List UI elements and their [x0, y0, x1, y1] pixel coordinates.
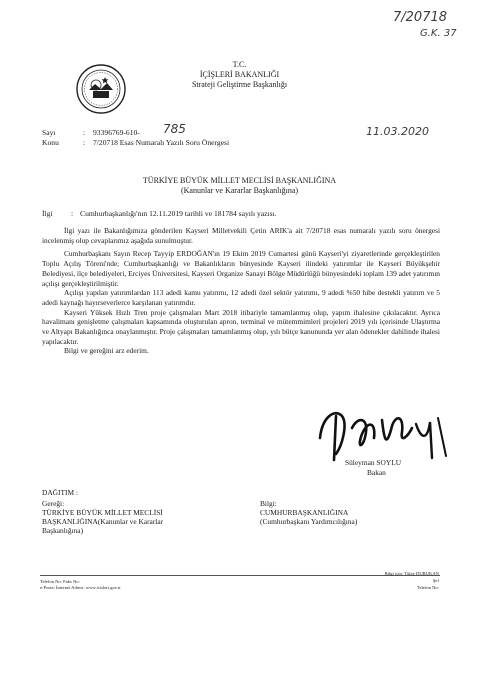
handwritten-sayi-number: 785	[163, 122, 186, 136]
footer-contact-person: Bilgi için: Tülay DURUKAN	[384, 571, 439, 576]
letter-body	[42, 226, 440, 356]
footer-contact-title: Şef	[432, 578, 439, 583]
paragraph: Bilgi ve gereğini arz ederim.	[64, 346, 149, 356]
footer-telephone-right: Telefon No:	[416, 585, 439, 590]
geregi-label: Gereği:	[42, 499, 65, 508]
signer-title: Bakan	[367, 468, 386, 477]
sayi-label: Sayı	[42, 128, 56, 137]
konu-label: Konu	[42, 138, 59, 147]
addressee-line-2: (Kanunlar ve Kararlar Başkanlığına)	[180, 186, 299, 195]
sayi-value: 93396769-610-	[93, 128, 140, 137]
signer-name: Süleyman SOYLU	[345, 458, 402, 467]
footer-telephone: Telefon No: Faks No:	[40, 579, 80, 584]
addressee-line-1: TÜRKİYE BÜYÜK MİLLET MECLİSİ BAŞKANLIĞINA	[142, 176, 337, 185]
ilgi-text: Cumhurbaşkanlığı'nın 12.11.2019 tarihli ve 181784 sayılı yazısı.	[80, 209, 277, 218]
footer-email-web: e-Posta: İnternet Adresi: www.icisleri.gov.tr	[40, 585, 121, 590]
header-ministry: İÇİŞLERİ BAKANLIĞI	[199, 70, 280, 79]
distribution-title: DAĞITIM :	[42, 488, 78, 497]
geregi-line: TÜRKİYE BÜYÜK MİLLET MECLİSİ	[42, 508, 163, 517]
header-country: T.C.	[232, 60, 247, 69]
handwritten-code: G.K. 37	[420, 28, 457, 39]
handwritten-file-number: 7/20718	[393, 10, 448, 25]
ilgi-label: İlgi	[42, 209, 53, 218]
paragraph: İlgi yazı ile Bakanlığımıza gönderilen Kayseri Milletvekili Çetin ARIK'a ait 7/20718 esas numaralı yazılı soru önergesi incelenmiş olup cevaplarımız aşağıda sunulmuştur.	[42, 226, 440, 245]
geregi-line: BAŞKANLIĞINA(Kanunlar ve Kararlar	[42, 517, 164, 526]
paragraph: Açılışı yapılan yatırımlardan 113 adedi kamu yatırımı, 12 adedi özel sektör yatırımı, 9 adedi %50 hibe destekli yatırım ve 5 adedi kaynağı hayırseverlerce karşılanan yatırımdır.	[42, 288, 440, 307]
konu-value: 7/20718 Esas Numaralı Yazılı Soru Önergesi	[93, 138, 230, 147]
header-department: Strateji Geliştirme Başkanlığı	[191, 80, 288, 89]
bilgi-line: CUMHURBAŞKANLIĞINA	[260, 508, 349, 517]
geregi-line: Başkanlığına)	[42, 526, 84, 535]
handwritten-date: 11.03.2020	[366, 125, 429, 138]
bilgi-line: (Cumhurbaşkanı Yardımcılığına)	[260, 517, 358, 526]
paragraph: Kayseri Yüksek Hızlı Tren proje çalışmaları Mart 2018 itibariyle tamamlanmış olup, yapım ihalesine çıkılacaktır. Ayrıca havalimanı genişletme çalışmaları kapsamında oluşturulan apron, terminal ve mütemmimleri projeleri 2019 yılı içerisinde Ulaştırma ve Altyapı Bakanlığınca onaylanmıştır. Proje çalışmaları tamamlanmış olup, yılı bütçe kanununda yer alan ödenekler dahilinde ihalesi yapılacaktır.	[42, 307, 440, 346]
paragraph: Cumhurbaşkanı Sayın Recep Tayyip ERDOĞAN'ın 19 Ekim 2019 Cumartesi günü Kayseri'yi ziyaretlerinde gerçekleştirilen Toplu Açılış Töreni'nde; Cumhurbaşkanlığı ve Bakanlıkların bünyesinde Kayseri ilindeki yatırımlar ile Kayseri Büyükşehir Belediyesi, ilçe belediyeleri, Erciyes Üniversitesi, Kayseri Organize Sanayi Bölge Müdürlüğü bünyesindeki toplam 139 adet yatırımın açılışı gerçekleştirilmiştir.	[42, 249, 440, 288]
bilgi-label: Bilgi:	[260, 499, 277, 508]
